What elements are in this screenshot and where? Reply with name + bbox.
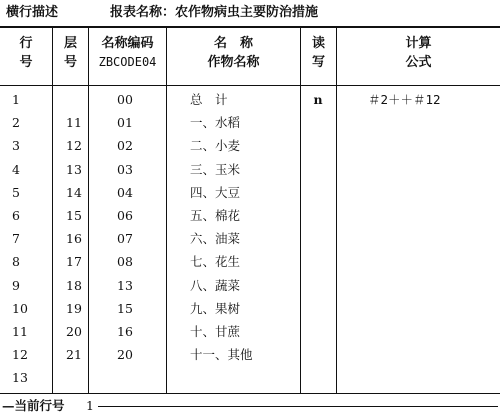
table-row[interactable] [0,205,500,227]
cell-code: 00 [117,92,133,107]
table-row[interactable] [0,367,500,389]
cell-row-no: 12 [12,347,28,363]
row-description-label: 横行描述 [6,5,59,20]
table-row[interactable] [0,135,500,157]
header-layer-no-line2: 号 [63,55,77,70]
cell-row-no: 4 [12,161,20,177]
cell-row-no: 2 [12,115,20,131]
header-rw [301,34,336,72]
header-row-no-line2: 号 [19,55,33,70]
cell-row-no: 7 [12,231,20,247]
header-code-line1: 名称编码 [101,36,154,51]
table-row[interactable] [0,89,500,111]
header-name-line2: 作物名称 [207,55,260,70]
cell-layer-no: 12 [66,138,82,154]
cell-crop-name: 一、水稻 [190,115,241,131]
cell-layer-no: 14 [66,184,82,200]
cell-crop-name: 七、花生 [190,254,241,270]
cell-layer-no: 16 [66,231,82,247]
cell-code: 08 [117,254,133,270]
cell-crop-name: 九、果树 [190,300,241,316]
cell-formula: ＃2＋＋＃12 [368,92,441,107]
cell-code: 06 [117,208,133,223]
cell-crop-name: 四、大豆 [190,184,241,200]
cell-row-no: 9 [12,277,20,293]
cell-row-no: 13 [12,370,28,386]
cell-crop-name: 二、小麦 [190,138,241,154]
cell-crop-name: 六、油菜 [190,231,241,247]
cell-code: 03 [117,161,133,177]
current-row-label: —当前行号 [2,398,65,413]
table-header-rule [0,85,500,86]
cell-row-no: 3 [12,138,20,154]
header-code-line2: ZBCODE04 [98,55,157,69]
table-bottom-rule [0,393,500,394]
cell-code: 20 [117,347,133,363]
header-row-no-line1: 行 [19,36,33,51]
header-formula [337,34,500,72]
cell-layer-no: 11 [66,115,82,131]
cell-layer-no: 17 [66,254,82,270]
header-name [167,34,300,72]
table-row[interactable] [0,321,500,343]
header-code [89,34,166,72]
table-row[interactable] [0,159,500,181]
table-row[interactable] [0,228,500,250]
cell-layer-no: 19 [66,300,82,316]
cell-code: 15 [117,300,133,316]
cell-crop-name: 五、棉花 [190,208,241,223]
header-layer-no [53,34,88,72]
table-row[interactable] [0,112,500,134]
cell-row-no: 8 [12,254,20,270]
header-row-no [0,34,52,72]
cell-layer-no: 20 [66,324,82,339]
cell-row-no: 10 [12,300,28,316]
table-row[interactable] [0,251,500,273]
report-name-value: 农作物病虫主要防治措施 [175,5,319,20]
cell-layer-no: 21 [66,347,82,363]
footer-line [98,406,498,407]
cell-crop-name: 总 计 [190,92,228,107]
cell-crop-name: 十、甘蔗 [190,324,241,339]
cell-layer-no: 13 [66,161,82,177]
cell-crop-name: 十一、其他 [190,347,253,363]
header-rw-line2: 写 [311,55,325,70]
table-row[interactable] [0,275,500,297]
cell-row-no: 5 [12,184,20,200]
header-formula-line1: 计算 [405,36,432,51]
cell-crop-name: 三、玉米 [190,161,241,177]
table-row[interactable] [0,298,500,320]
cell-code: 07 [117,231,133,247]
cell-read-write: n [313,92,323,107]
cell-code: 13 [117,277,133,293]
report-header [6,2,496,24]
current-row-value: 1 [86,398,94,413]
header-formula-line2: 公式 [405,55,432,70]
table-row[interactable] [0,182,500,204]
report-name [110,2,318,24]
cell-code: 16 [117,324,133,339]
cell-row-no: 6 [12,208,20,223]
cell-code: 04 [117,184,133,200]
cell-code: 01 [117,115,133,131]
cell-row-no: 1 [12,92,20,107]
table-top-rule [0,26,500,28]
cell-row-no: 11 [12,324,28,339]
cell-layer-no: 18 [66,277,82,293]
cell-crop-name: 八、蔬菜 [190,277,241,293]
header-name-line1: 名 称 [213,36,253,51]
cell-code: 02 [117,138,133,154]
report-name-label: 报表名称： [110,5,176,20]
header-rw-line1: 读 [311,36,325,51]
cell-layer-no: 15 [66,208,82,223]
header-layer-no-line1: 层 [63,36,77,51]
table-row[interactable] [0,344,500,366]
